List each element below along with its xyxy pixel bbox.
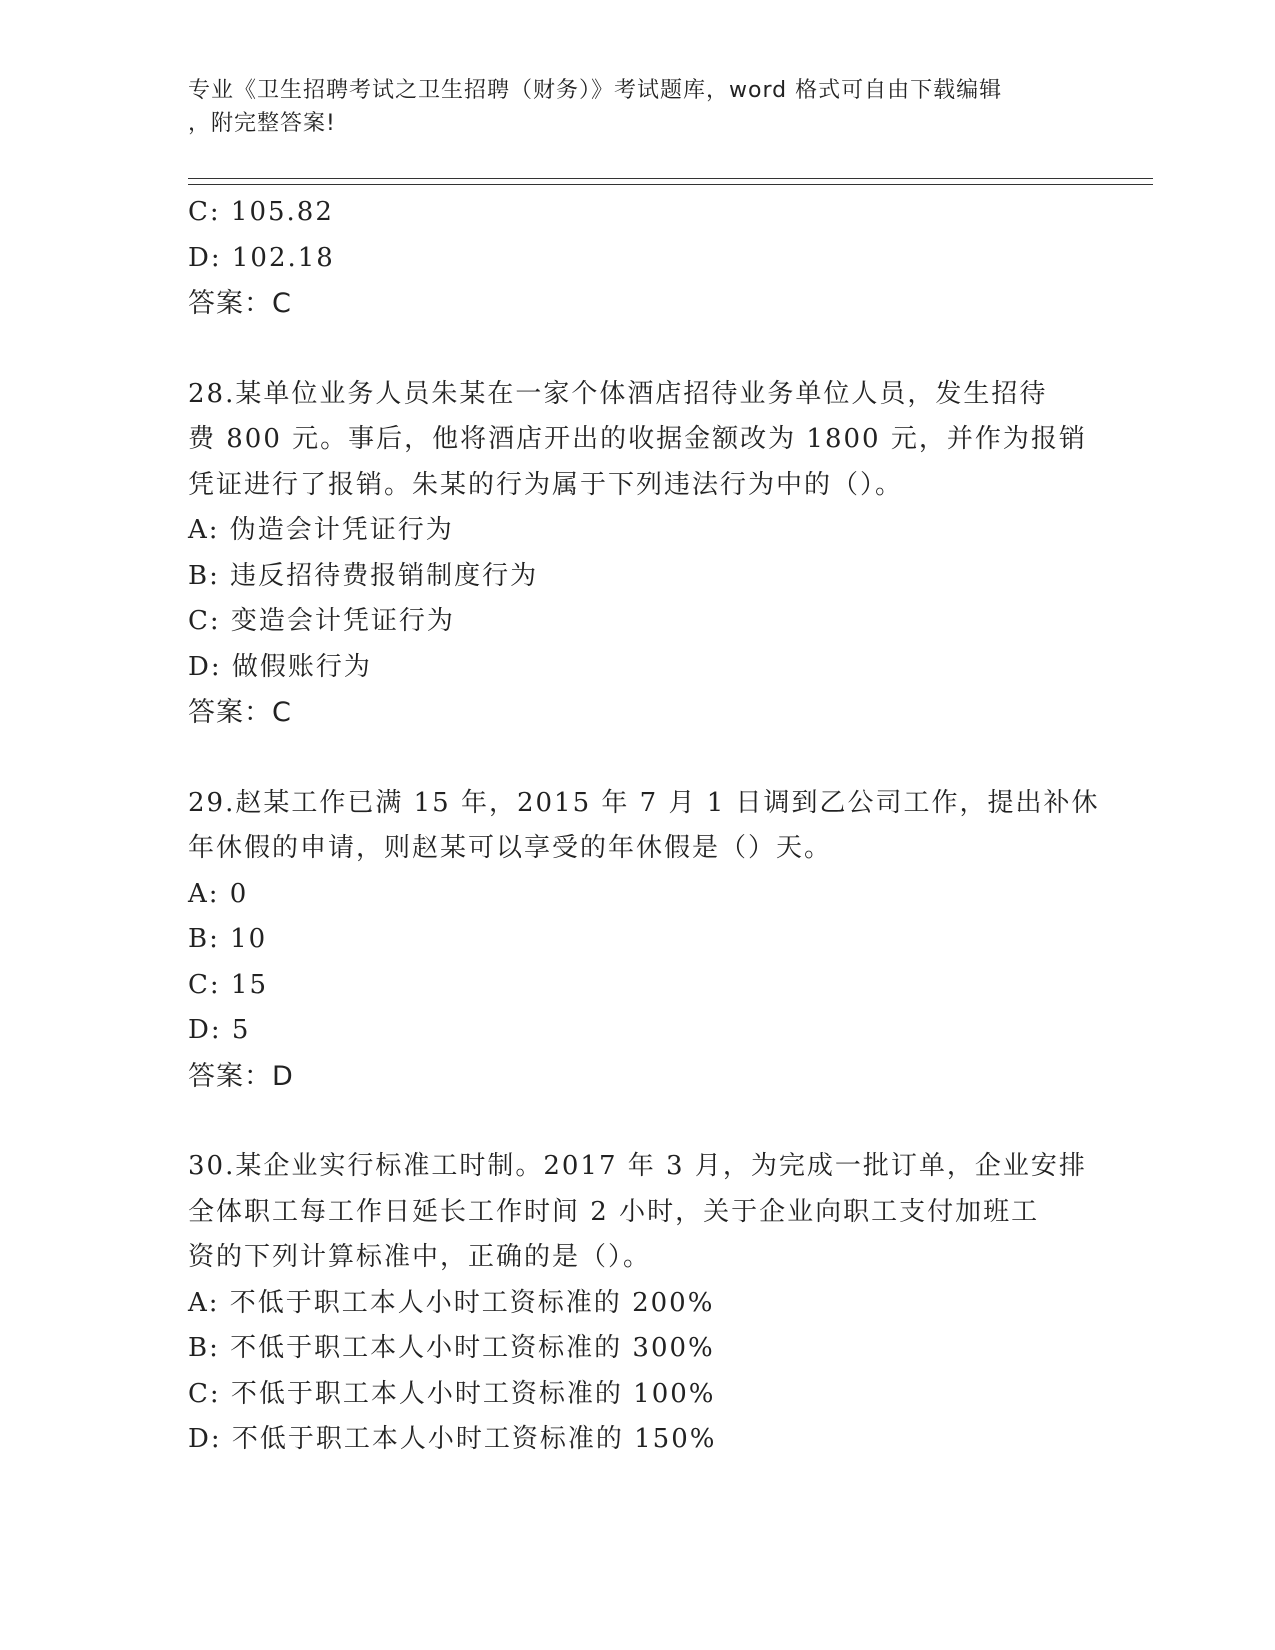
previous-question-tail (188, 190, 1088, 327)
question-text-line: 30.某企业实行标准工时制。2017 年 3 月，为完成一批订单，企业安排 (188, 1151, 1087, 1181)
option-c: C: 不低于职工本人小时工资标准的 100% (188, 1378, 716, 1409)
document-body (188, 190, 1100, 1463)
option-d: D: 5 (188, 1015, 251, 1045)
option-a: A: 0 (188, 878, 249, 909)
question-text-line: 29.赵某工作已满 15 年，2015 年 7 月 1 日调到乙公司工作，提出补休 (188, 787, 1100, 818)
header-line-1: 专业《卫生招聘考试之卫生招聘（财务）》考试题库，word 格式可自由下载编辑 (188, 78, 1003, 103)
question-28 (188, 372, 1088, 736)
option-d: D: 102.18 (188, 242, 335, 273)
option-d: D: 不低于职工本人小时工资标准的 150% (188, 1424, 717, 1454)
question-text-line: 28.某单位业务人员朱某在一家个体酒店招待业务单位人员，发生招待 (188, 378, 1048, 409)
answer: 答案：D (188, 1060, 294, 1092)
option-c: C: 15 (188, 969, 269, 1000)
option-a: A: 不低于职工本人小时工资标准的 200% (188, 1287, 715, 1318)
header-rule-top (188, 178, 1153, 179)
question-text-line: 凭证进行了报销。朱某的行为属于下列违法行为中的（）。 (188, 469, 904, 500)
option-d: D: 做假账行为 (188, 651, 372, 682)
question-text-line: 全体职工每工作日延长工作时间 2 小时，关于企业向职工支付加班工 (188, 1196, 1040, 1227)
question-text-line: 资的下列计算标准中，正确的是（）。 (188, 1242, 652, 1272)
answer: 答案：C (188, 697, 292, 728)
option-c: C: 变造会计凭证行为 (188, 606, 455, 636)
header-line-2: ，附完整答案! (188, 111, 336, 136)
option-b: B: 违反招待费报销制度行为 (188, 560, 539, 591)
question-30 (188, 1144, 1088, 1463)
option-c: C: 105.82 (188, 197, 334, 227)
document-header (188, 74, 1088, 140)
option-b: B: 10 (188, 924, 268, 954)
question-text-line: 年休假的申请，则赵某可以享受的年休假是（）天。 (188, 833, 833, 863)
question-29 (188, 781, 1100, 1100)
answer: 答案：C (188, 288, 292, 319)
option-b: B: 不低于职工本人小时工资标准的 300% (188, 1333, 715, 1363)
question-text-line: 费 800 元。事后，他将酒店开出的收据金额改为 1800 元，并作为报销 (188, 424, 1087, 454)
header-rule-bottom (188, 184, 1153, 185)
option-a: A: 伪造会计凭证行为 (188, 515, 454, 545)
